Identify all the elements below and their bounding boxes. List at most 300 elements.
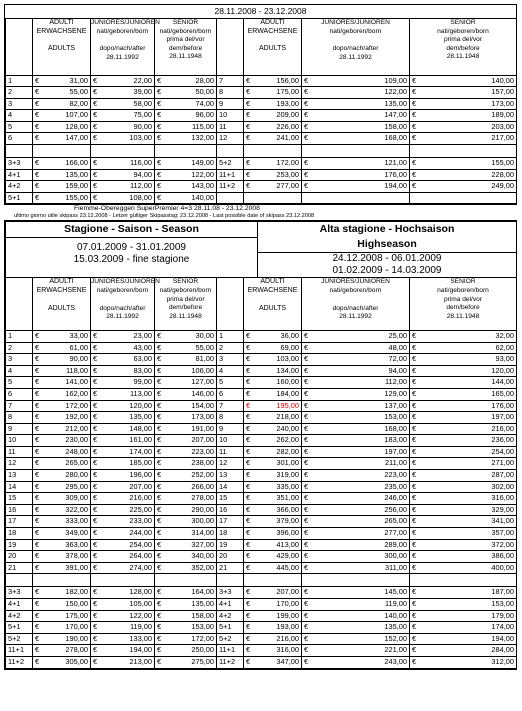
bottom-row: [6, 599, 517, 611]
season-right-date-1: 24.12.2008 - 06.01.2009: [258, 252, 516, 265]
adult-price: € 305,00: [33, 656, 91, 668]
junior-price-right: € 94,00: [302, 365, 410, 377]
season-right-title: Alta stagione - Hochsaison: [319, 223, 455, 236]
top-juniors-header-right: JUNIORES/JUNIOREN nati/geboren/born dopo/nach/after 28.11.1992: [302, 19, 410, 75]
days-cell: 4: [6, 365, 33, 377]
days-cell-right: 4+2: [217, 610, 244, 622]
senior-price: € 207,00: [155, 435, 217, 447]
senior-price-right: € 62,00: [410, 342, 517, 354]
adult-price: € 155,00: [33, 192, 91, 204]
adult-price: € 135,00: [33, 169, 91, 181]
season-right: [258, 222, 517, 278]
adult-price: € 107,00: [33, 110, 91, 122]
days-cell-right: 13: [217, 470, 244, 482]
adult-price-right: € 379,00: [244, 516, 302, 528]
days-cell-right: 8: [217, 87, 244, 99]
days-cell-right: 12: [217, 133, 244, 145]
senior-price: € 96,00: [155, 110, 217, 122]
senior-price: € 30,00: [155, 331, 217, 342]
junior-price: € 128,00: [91, 587, 155, 599]
senior-price-right: € 228,00: [410, 169, 517, 181]
adult-price-right: € 240,00: [244, 423, 302, 435]
adult-price-right: € 160,00: [244, 377, 302, 389]
top-row: [6, 192, 517, 204]
adult-price-right: € 218,00: [244, 412, 302, 424]
top-price-table: [5, 76, 517, 205]
adult-price: € 378,00: [33, 551, 91, 563]
adult-price-right: € 170,00: [244, 599, 302, 611]
senior-price-right: € 216,00: [410, 423, 517, 435]
senior-price-right: € 302,00: [410, 481, 517, 493]
bottom-row: [6, 365, 517, 377]
days-cell: 1: [6, 331, 33, 342]
senior-price: € 275,00: [155, 656, 217, 668]
junior-price: € 119,00: [91, 622, 155, 634]
bottom-section: [4, 220, 517, 669]
top-row: [6, 87, 517, 99]
junior-price: € 120,00: [91, 400, 155, 412]
days-cell-right: 21: [217, 562, 244, 574]
bottom-row: [6, 587, 517, 599]
senior-price-right: € 197,00: [410, 412, 517, 424]
top-row: [6, 158, 517, 170]
days-cell-right: 11: [217, 121, 244, 133]
adult-price-right: € 172,00: [244, 158, 302, 170]
bottom-adults-header-right: ADULTI ERWACHSENE ADULTS: [244, 278, 302, 330]
junior-price: € 264,00: [91, 551, 155, 563]
days-cell: 6: [6, 133, 33, 145]
adult-price: € 141,00: [33, 377, 91, 389]
junior-price: € 207,00: [91, 481, 155, 493]
adult-price: € 190,00: [33, 633, 91, 645]
senior-price: € 28,00: [155, 76, 217, 87]
top-juniors-header: JUNIORES/JUNIOREN nati/geboren/born dopo/nach/after 28.11.1992: [91, 19, 155, 75]
bottom-row: [6, 493, 517, 505]
junior-price: € 196,00: [91, 470, 155, 482]
season-left-title: Stagione - Saison - Season: [64, 223, 199, 236]
adult-price-right: € 199,00: [244, 610, 302, 622]
junior-price-right: € 277,00: [302, 528, 410, 540]
days-cell: 18: [6, 528, 33, 540]
junior-price-right: € 119,00: [302, 599, 410, 611]
days-cell: 10: [6, 435, 33, 447]
days-cell-right: 5+2: [217, 158, 244, 170]
bottom-row: [6, 331, 517, 342]
top-note-small: ultimo giorno utile skipass 23.12.2008 - Letzer gültiger Skipasstag: 23.12.2008 - Last possible date of skipass 23.12.2008: [14, 213, 315, 220]
junior-price-right: € 112,00: [302, 377, 410, 389]
bottom-seniors-header: SENIOR nati/geboren/born prima del/vor dem/before 28.11.1948: [155, 278, 217, 330]
days-cell: 4: [6, 110, 33, 122]
days-cell-right: 19: [217, 539, 244, 551]
days-cell: 11: [6, 446, 33, 458]
season-left-date-1: 07.01.2009 - 31.01.2009: [77, 242, 186, 254]
days-cell-right: 11: [217, 446, 244, 458]
days-cell: 5: [6, 377, 33, 389]
adult-price-right: € 226,00: [244, 121, 302, 133]
junior-price-right: € 246,00: [302, 493, 410, 505]
adult-price-right: € 193,00: [244, 98, 302, 110]
adult-price: € 230,00: [33, 435, 91, 447]
senior-price: € 122,00: [155, 169, 217, 181]
senior-price-right: € 287,00: [410, 470, 517, 482]
days-cell: 17: [6, 516, 33, 528]
days-cell: 4+1: [6, 599, 33, 611]
adult-price-right: € 209,00: [244, 110, 302, 122]
top-header: [5, 19, 517, 76]
days-cell: 20: [6, 551, 33, 563]
junior-price-right: € 122,00: [302, 87, 410, 99]
bottom-seniors-header-right: SENIOR nati/geboren/born prima del/vor dem/before 28.11.1948: [410, 278, 517, 330]
top-adults-header-right: ADULTI ERWACHSENE ADULTS: [244, 19, 302, 75]
bottom-row: [6, 400, 517, 412]
bottom-row: [6, 504, 517, 516]
senior-price: € 140,00: [155, 192, 217, 204]
senior-price: € 74,00: [155, 98, 217, 110]
junior-price: € 161,00: [91, 435, 155, 447]
senior-price-right: € 217,00: [410, 133, 517, 145]
senior-price-right: € 120,00: [410, 365, 517, 377]
senior-price: € 278,00: [155, 493, 217, 505]
top-seniors-header-right: SENIOR nati/geboren/born prima del/vor dem/before 28.11.1948: [410, 19, 517, 75]
days-cell-right: 20: [217, 551, 244, 563]
junior-price-right: € 235,00: [302, 481, 410, 493]
junior-price-right: € 243,00: [302, 656, 410, 668]
top-seniors-header: SENIOR nati/geboren/born prima del/vor dem/before 28.11.1948: [155, 19, 217, 75]
junior-price-right: € 168,00: [302, 133, 410, 145]
junior-price-right: € 109,00: [302, 76, 410, 87]
adult-price-right: € 396,00: [244, 528, 302, 540]
junior-price: € 216,00: [91, 493, 155, 505]
junior-price: € 94,00: [91, 169, 155, 181]
junior-price: € 58,00: [91, 98, 155, 110]
days-cell: 11+2: [6, 656, 33, 668]
senior-price-right: € 187,00: [410, 587, 517, 599]
bottom-row: [6, 562, 517, 574]
adult-price: € 118,00: [33, 365, 91, 377]
days-cell-right: 5+2: [217, 633, 244, 645]
junior-price: € 135,00: [91, 412, 155, 424]
adult-price: € 391,00: [33, 562, 91, 574]
days-cell-right: 7: [217, 400, 244, 412]
junior-price-right: € 135,00: [302, 622, 410, 634]
senior-price-right: € 341,00: [410, 516, 517, 528]
days-cell-right: 3+3: [217, 587, 244, 599]
days-cell: 15: [6, 493, 33, 505]
days-cell-right: 5: [217, 377, 244, 389]
senior-price-right: € 32,00: [410, 331, 517, 342]
junior-price-right: € 147,00: [302, 110, 410, 122]
adult-price-right: € 134,00: [244, 365, 302, 377]
junior-price-right: [302, 192, 410, 204]
days-cell: 12: [6, 458, 33, 470]
adult-price: € 55,00: [33, 87, 91, 99]
junior-price: € 43,00: [91, 342, 155, 354]
top-row: [6, 181, 517, 193]
bottom-row: [6, 435, 517, 447]
days-cell: 3+3: [6, 587, 33, 599]
days-cell: 1: [6, 76, 33, 87]
senior-price: € 81,00: [155, 354, 217, 366]
senior-price: € 106,00: [155, 365, 217, 377]
adult-price-right: € 316,00: [244, 645, 302, 657]
bottom-row: [6, 481, 517, 493]
senior-price: € 352,00: [155, 562, 217, 574]
days-cell: 4+2: [6, 181, 33, 193]
junior-price-right: € 121,00: [302, 158, 410, 170]
junior-price-right: € 145,00: [302, 587, 410, 599]
junior-price: € 254,00: [91, 539, 155, 551]
junior-price: € 83,00: [91, 365, 155, 377]
adult-price-right: € 36,00: [244, 331, 302, 342]
adult-price-right: € 207,00: [244, 587, 302, 599]
senior-price-right: € 153,00: [410, 599, 517, 611]
bottom-row: [6, 539, 517, 551]
senior-price: € 266,00: [155, 481, 217, 493]
adult-price: € 278,00: [33, 645, 91, 657]
junior-price-right: € 168,00: [302, 423, 410, 435]
senior-price: € 115,00: [155, 121, 217, 133]
season-header: [5, 221, 517, 278]
days-cell-right: 2: [217, 342, 244, 354]
days-cell-right: 17: [217, 516, 244, 528]
adult-price: € 182,00: [33, 587, 91, 599]
days-cell: 7: [6, 400, 33, 412]
senior-price: € 173,00: [155, 412, 217, 424]
senior-price-right: [410, 192, 517, 204]
top-row: [6, 121, 517, 133]
junior-price-right: € 153,00: [302, 412, 410, 424]
top-row: [6, 76, 517, 87]
junior-price-right: € 140,00: [302, 610, 410, 622]
adult-price: € 162,00: [33, 388, 91, 400]
adult-price-right: € 301,00: [244, 458, 302, 470]
junior-price-right: € 197,00: [302, 446, 410, 458]
days-cell: 2: [6, 87, 33, 99]
junior-price-right: € 152,00: [302, 633, 410, 645]
days-cell-right: 8: [217, 412, 244, 424]
senior-price-right: € 400,00: [410, 562, 517, 574]
days-cell-right: [217, 192, 244, 204]
junior-price-right: € 311,00: [302, 562, 410, 574]
senior-price: € 314,00: [155, 528, 217, 540]
senior-price-right: € 329,00: [410, 504, 517, 516]
adult-price-right: € 216,00: [244, 633, 302, 645]
days-cell: 14: [6, 481, 33, 493]
days-cell: 11+1: [6, 645, 33, 657]
junior-price-right: € 221,00: [302, 645, 410, 657]
senior-price-right: € 194,00: [410, 633, 517, 645]
senior-price-right: € 203,00: [410, 121, 517, 133]
adult-price: € 170,00: [33, 622, 91, 634]
senior-price: € 290,00: [155, 504, 217, 516]
adult-price: € 295,00: [33, 481, 91, 493]
junior-price-right: € 211,00: [302, 458, 410, 470]
days-cell: 5+2: [6, 633, 33, 645]
senior-price-right: € 179,00: [410, 610, 517, 622]
junior-price: € 274,00: [91, 562, 155, 574]
junior-price: € 116,00: [91, 158, 155, 170]
junior-price: € 225,00: [91, 504, 155, 516]
days-cell: 3+3: [6, 158, 33, 170]
bottom-row: [6, 516, 517, 528]
bottom-row: [6, 354, 517, 366]
adult-price: € 166,00: [33, 158, 91, 170]
days-cell-right: 18: [217, 528, 244, 540]
adult-price: € 333,00: [33, 516, 91, 528]
adult-price-right: € 175,00: [244, 87, 302, 99]
top-row: [6, 133, 517, 145]
senior-price: € 149,00: [155, 158, 217, 170]
bottom-row: [6, 610, 517, 622]
bottom-adults-header: ADULTI ERWACHSENE ADULTS: [33, 278, 91, 330]
junior-price-right: € 300,00: [302, 551, 410, 563]
senior-price: € 172,00: [155, 633, 217, 645]
days-cell: 3: [6, 98, 33, 110]
adult-price-right: € 445,00: [244, 562, 302, 574]
senior-price-right: € 174,00: [410, 622, 517, 634]
adult-price-right: € 241,00: [244, 133, 302, 145]
top-row: [6, 110, 517, 122]
bottom-row: [6, 446, 517, 458]
days-cell-right: 11+2: [217, 181, 244, 193]
adult-price-right: € 282,00: [244, 446, 302, 458]
days-cell: 8: [6, 412, 33, 424]
bottom-row: [6, 423, 517, 435]
junior-price-right: € 48,00: [302, 342, 410, 354]
senior-price-right: € 312,00: [410, 656, 517, 668]
senior-price: € 300,00: [155, 516, 217, 528]
days-cell-right: 10: [217, 435, 244, 447]
top-period-title: 28.11.2008 - 23.12.2008: [5, 5, 516, 19]
adult-price: € 363,00: [33, 539, 91, 551]
junior-price: € 133,00: [91, 633, 155, 645]
senior-price: € 132,00: [155, 133, 217, 145]
senior-price-right: € 386,00: [410, 551, 517, 563]
adult-price-right: € 429,00: [244, 551, 302, 563]
top-row: [6, 98, 517, 110]
days-cell-right: 11+1: [217, 645, 244, 657]
adult-price-right: [244, 192, 302, 204]
days-cell-right: 9: [217, 98, 244, 110]
bottom-row: [6, 551, 517, 563]
adult-price: € 128,00: [33, 121, 91, 133]
junior-price: € 90,00: [91, 121, 155, 133]
junior-price: € 194,00: [91, 645, 155, 657]
senior-price-right: € 249,00: [410, 181, 517, 193]
adult-price: € 175,00: [33, 610, 91, 622]
junior-price-right: € 176,00: [302, 169, 410, 181]
bottom-row: [6, 342, 517, 354]
adult-price: € 309,00: [33, 493, 91, 505]
days-cell-right: 1: [217, 331, 244, 342]
days-cell: 3: [6, 354, 33, 366]
bottom-juniors-header-right: JUNIORES/JUNIOREN nati/geboren/born dopo/nach/after 28.11.1992: [302, 278, 410, 330]
junior-price-right: € 25,00: [302, 331, 410, 342]
adult-price-right: € 413,00: [244, 539, 302, 551]
junior-price: € 75,00: [91, 110, 155, 122]
adult-price-right: € 193,00: [244, 622, 302, 634]
senior-price: € 153,00: [155, 622, 217, 634]
junior-price-right: € 72,00: [302, 354, 410, 366]
days-cell: 5+1: [6, 192, 33, 204]
junior-price-right: € 137,00: [302, 400, 410, 412]
junior-price: € 244,00: [91, 528, 155, 540]
bottom-row: [6, 645, 517, 657]
adult-price-right: € 103,00: [244, 354, 302, 366]
adult-price-right: € 351,00: [244, 493, 302, 505]
senior-price: € 340,00: [155, 551, 217, 563]
senior-price-right: € 155,00: [410, 158, 517, 170]
senior-price: € 327,00: [155, 539, 217, 551]
days-cell-right: 11+2: [217, 656, 244, 668]
days-cell-right: 5+1: [217, 622, 244, 634]
senior-price-right: € 173,00: [410, 98, 517, 110]
adult-price: € 265,00: [33, 458, 91, 470]
days-cell: 21: [6, 562, 33, 574]
junior-price: € 108,00: [91, 192, 155, 204]
top-row: [6, 169, 517, 181]
days-cell-right: 10: [217, 110, 244, 122]
days-cell-right: 4: [217, 365, 244, 377]
bottom-row: [6, 622, 517, 634]
senior-price-right: € 157,00: [410, 87, 517, 99]
junior-price-right: € 183,00: [302, 435, 410, 447]
days-cell-right: 16: [217, 504, 244, 516]
senior-price: € 252,00: [155, 470, 217, 482]
bottom-row: [6, 470, 517, 482]
senior-price: € 127,00: [155, 377, 217, 389]
days-cell-right: 9: [217, 423, 244, 435]
senior-price-right: € 189,00: [410, 110, 517, 122]
junior-price: € 113,00: [91, 388, 155, 400]
days-cell: 19: [6, 539, 33, 551]
days-cell: 4+1: [6, 169, 33, 181]
spacer-row: [6, 145, 517, 158]
senior-price-right: € 176,00: [410, 400, 517, 412]
senior-price-right: € 316,00: [410, 493, 517, 505]
days-cell: 13: [6, 470, 33, 482]
adult-price-right: € 319,00: [244, 470, 302, 482]
adult-price: € 33,00: [33, 331, 91, 342]
junior-price: € 105,00: [91, 599, 155, 611]
adult-price-right: € 156,00: [244, 76, 302, 87]
junior-price-right: € 256,00: [302, 504, 410, 516]
adult-price-right: € 195,00: [244, 400, 302, 412]
senior-price: € 146,00: [155, 388, 217, 400]
days-cell-right: 14: [217, 481, 244, 493]
days-cell: 6: [6, 388, 33, 400]
junior-price: € 23,00: [91, 331, 155, 342]
days-cell-right: 11+1: [217, 169, 244, 181]
senior-price-right: € 372,00: [410, 539, 517, 551]
adult-price: € 90,00: [33, 354, 91, 366]
top-section: [4, 4, 517, 205]
adult-price: € 322,00: [33, 504, 91, 516]
adult-price-right: € 335,00: [244, 481, 302, 493]
junior-price: € 213,00: [91, 656, 155, 668]
junior-price-right: € 158,00: [302, 121, 410, 133]
senior-price-right: € 93,00: [410, 354, 517, 366]
senior-price-right: € 357,00: [410, 528, 517, 540]
senior-price: € 238,00: [155, 458, 217, 470]
junior-price: € 22,00: [91, 76, 155, 87]
adult-price: € 61,00: [33, 342, 91, 354]
spacer-row: [6, 574, 517, 587]
days-cell-right: 3: [217, 354, 244, 366]
top-adults-header: ADULTI ERWACHSENE ADULTS: [33, 19, 91, 75]
senior-price: € 55,00: [155, 342, 217, 354]
season-right-title-2: Highseason: [357, 238, 417, 251]
